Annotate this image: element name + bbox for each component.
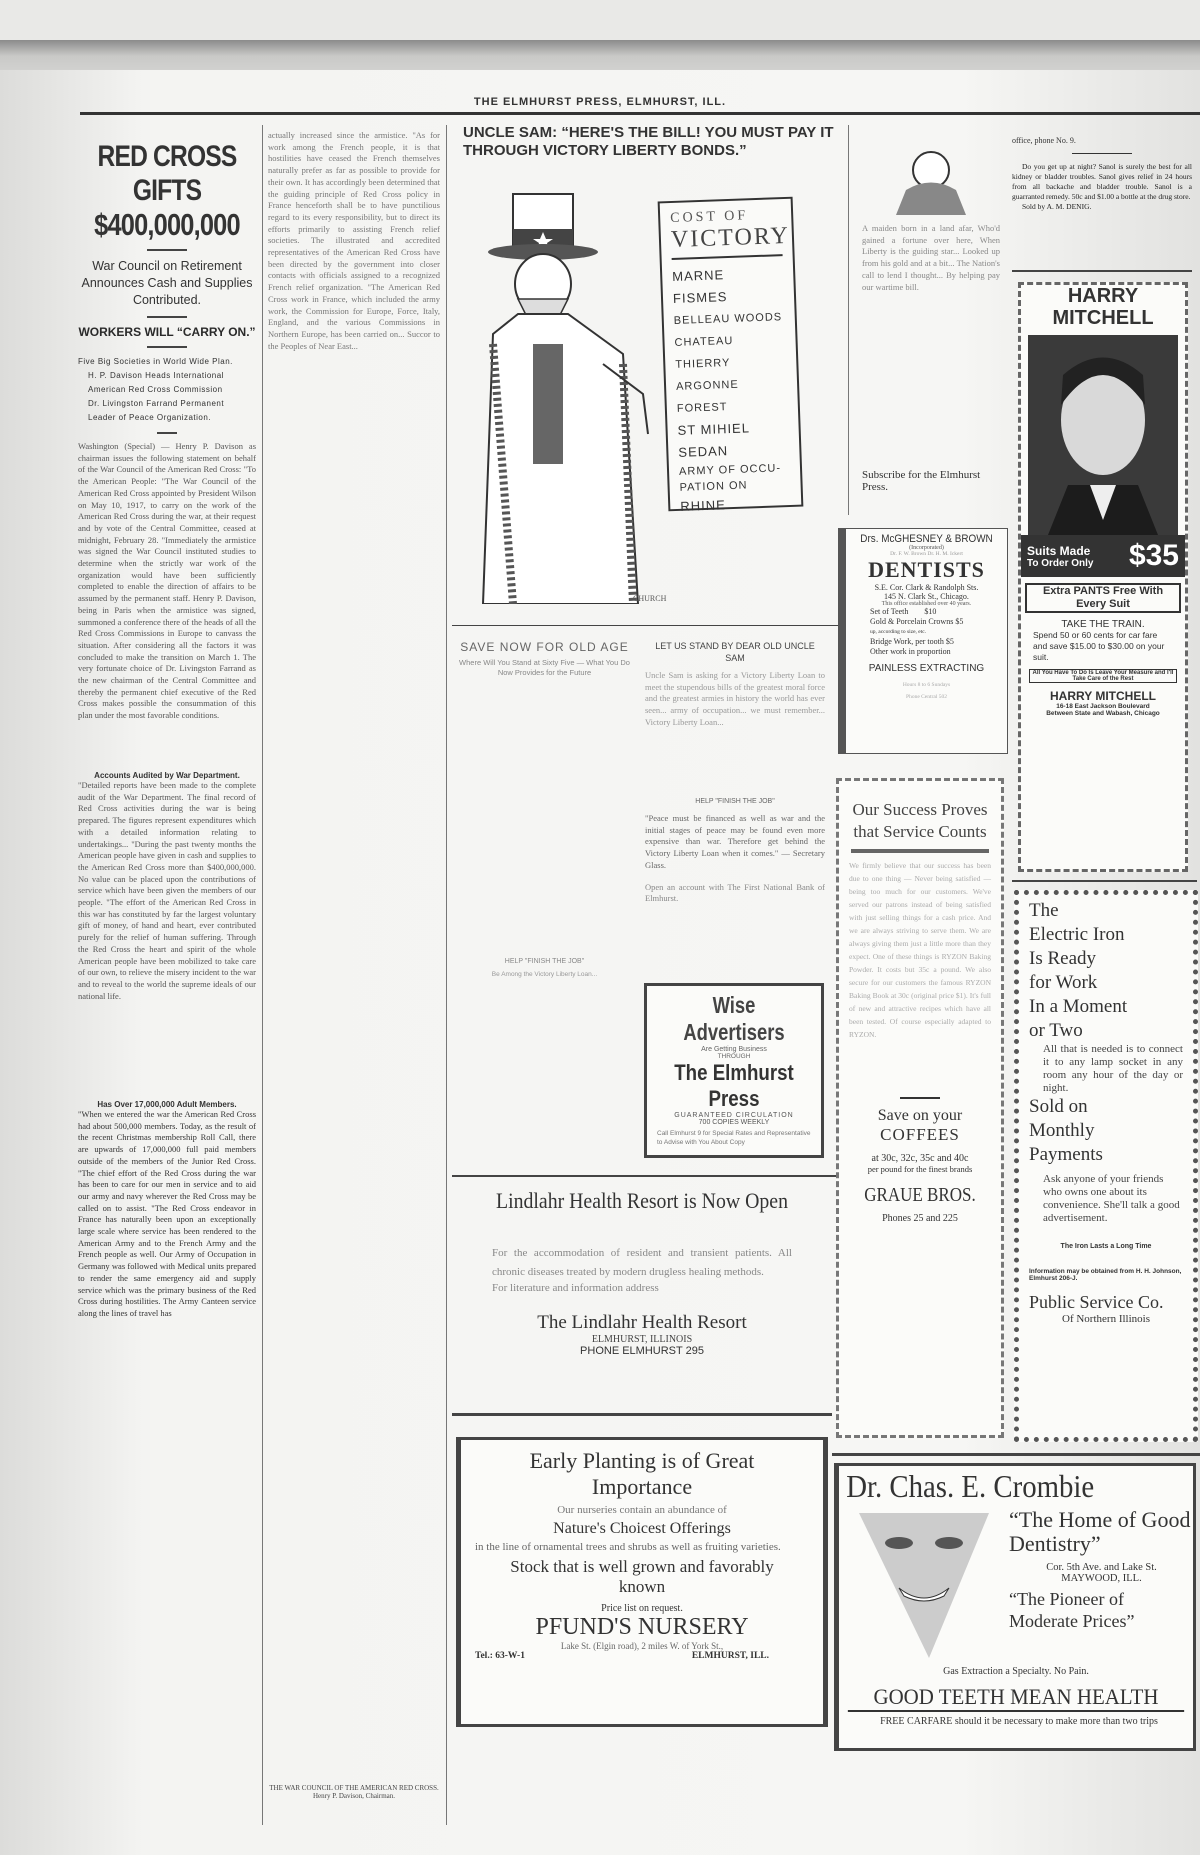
hours: Hours 8 to 6 Sundays [902, 682, 951, 688]
column-rule [262, 125, 263, 1825]
ad-headline: The [1029, 900, 1059, 921]
divider [672, 254, 783, 260]
lindlahr-ad [452, 1188, 832, 1357]
nursery-tel: Tel.: 63-W-1 [475, 1651, 525, 1661]
ad-headline: or Two [1029, 1020, 1083, 1041]
article-body: "Detailed reports have been made to the complete audit of the War Department. The final record of Red Cross activities during the war is being prepared. The figures represent expenditures which with a detailed information relating to undertakings... "During the past twenty months the American people have given in cash and supplies to the American Red Cross more than $400,000,000. No value can be placed upon the contributions of service which have been given the members of our people. "The effort of the American Red Cross in this war has constituted by far the largest voluntary gift of money, of hand and heart, ever contributed purely for the relief of human suffering. Through the Red Cross the heart and spirit of the whole American people have been mobilized to take care of our own, to relieve the misery incident to the war and to reveal to the world the supreme ideals of our national life. [78, 780, 256, 1001]
ad-title: Early Planting is of Great [529, 1448, 755, 1473]
established: This office established over 40 years. [881, 601, 972, 607]
price-row: Set of Teeth $10 [870, 607, 937, 616]
divider [157, 432, 177, 434]
artist-signature: CHURCH [633, 594, 667, 603]
masthead-rule [80, 112, 1200, 115]
nursery-address: Lake St. (Elgin road), 2 miles W. of York St., [560, 1641, 724, 1651]
coffee-headline: COFFEES [880, 1125, 960, 1144]
headline: RED CROSS GIFTS [97, 140, 237, 207]
price-list [846, 607, 1007, 657]
slogan: “The Home of Good Dentistry” [1009, 1507, 1191, 1556]
address: Cor. 5th Ave. and Lake St. [1046, 1562, 1157, 1573]
ad-line: in the line of ornamental trees and shrubs as well as fruiting varieties. [475, 1541, 781, 1553]
article-title: LET US STAND BY DEAR OLD UNCLE SAM [655, 641, 815, 663]
deck-line: American Red Cross Commission [88, 385, 223, 394]
scroll-item: CHATEAU THIERRY [674, 334, 734, 371]
divider [452, 1413, 832, 1416]
subscribe-notice: Subscribe for the Elmhurst Press. [862, 469, 981, 493]
uncle-sam-article [645, 640, 825, 905]
scroll-item: FISMES [672, 289, 728, 306]
ad-headline: In a Moment [1029, 996, 1128, 1017]
divider [147, 316, 187, 318]
info: Information may be obtained from H. H. Johnson, Elmhurst 206-J. [1029, 1268, 1182, 1282]
address: 16-18 East Jackson Boulevard [1056, 703, 1150, 710]
paper-name: The Elmhurst [674, 1060, 794, 1085]
cartoon [463, 124, 843, 624]
deck-line: H. P. Davison Heads International [88, 371, 224, 380]
scroll-item: BELLEAU WOODS [673, 311, 783, 327]
ad-headline: Sold on [1029, 1096, 1088, 1117]
address: S.E. Cor. Clark & Randolph Sts. [874, 583, 979, 592]
scroll-item: PATION ON [679, 479, 748, 494]
crombie-ad [834, 1463, 1196, 1751]
address: 145 N. Clark St., Chicago. [884, 592, 969, 601]
ad-headline: Is Ready [1029, 948, 1097, 969]
address: MAYWOOD, ILL. [1061, 1573, 1142, 1584]
divider [452, 1175, 838, 1177]
article-body: Uncle Sam is asking for a Victory Liberty Loan to meet the stupendous bills of the greatest moral force and the greatest armies in history the world has ever seen... army of occupation... we must remember... Victory Liberty Loan... [645, 670, 825, 727]
ad-line: Stock that is well grown and favorably known [510, 1557, 774, 1596]
coffee-per: per pound for the finest brands [867, 1164, 973, 1174]
footer-name: HARRY MITCHELL [1050, 689, 1156, 703]
sanol-ad [1012, 136, 1192, 211]
company-name: Public Service Co. [1029, 1292, 1164, 1312]
article-body: "Peace must be financed as well as war and the initial stages of peace may be found even more expensive than war. Therefore get behind the Victory Liberty Loan when it comes." — Secretary Glass. [645, 813, 825, 870]
ad-name: MITCHELL [1052, 307, 1154, 329]
crombie-text [1009, 1508, 1194, 1632]
scroll-item: RHINE [680, 497, 726, 514]
tagline: The Iron Lasts a Long Time [1060, 1243, 1152, 1250]
measure-note: All You Have To Do Is Leave Your Measure and I'll Take Care of the Rest [1029, 669, 1177, 683]
article-subtitle: Where Will You Stand at Sixty Five — What You Do Now Provides for the Future [459, 658, 630, 677]
divider [1012, 880, 1197, 882]
bill-scroll [658, 197, 804, 512]
doctors: Dr. F. W. Brown Dr. H. M. Ickert [890, 551, 963, 557]
ad-headline: Electric Iron [1029, 924, 1125, 945]
scroll-item: SEDAN [678, 443, 729, 460]
red-cross-article [78, 140, 256, 1584]
nursery-city: ELMHURST, ILL. [691, 1651, 769, 1661]
resort-phone: PHONE ELMHURST 295 [580, 1345, 704, 1357]
subheadline: War Council on Retirement Announces Cash and Supplies Contributed. [81, 259, 253, 307]
divider [147, 249, 187, 251]
ad-line: Our nurseries contain an abundance of [557, 1504, 727, 1516]
phone: Phone Central 502 [906, 694, 947, 700]
article-title: SAVE NOW FOR OLD AGE [460, 640, 629, 654]
scroll-item: ARMY OF OCCU- [678, 462, 782, 478]
coffee-prices: at 30c, 32c, 35c and 40c [871, 1153, 969, 1164]
subhead-members: Has Over 17,000,000 Adult Members. [97, 1100, 237, 1109]
old-man-illustration [886, 135, 976, 215]
signature: THE WAR COUNCIL OF THE AMERICAN RED CROSS. [269, 1784, 439, 1792]
bank-notice: Open an account with The First National Bank of Elmhurst. [645, 881, 825, 904]
divider [851, 849, 989, 853]
divider [452, 625, 838, 626]
poem [862, 135, 1000, 493]
specialty: Gas Extraction a Specialty. No Pain. [943, 1666, 1089, 1677]
suits-label: To Order Only [1027, 557, 1094, 569]
brand-name: GRAUE BROS. [864, 1184, 976, 1206]
sold-by: Sold by A. M. DENIG. [1022, 202, 1092, 211]
resort-city: ELMHURST, ILLINOIS [591, 1334, 693, 1345]
column-rule [848, 125, 849, 515]
divider [900, 1097, 940, 1099]
ad-name: HARRY [1067, 285, 1139, 307]
scroll-item: ARGONNE FOREST [675, 378, 739, 415]
nursery-ad [456, 1437, 828, 1727]
subhead-accounts: Accounts Audited by War Department. [94, 771, 240, 780]
divider [1072, 153, 1132, 154]
free-carfare: FREE CARFARE should it be necessary to make more than two trips [880, 1716, 1158, 1727]
train-body: Spend 50 or 60 cents for car fare and save $15.00 to $30.00 on your suit. [1033, 630, 1165, 662]
poem-text: A maiden born in a land afar, Who'd gained a fortune over here, When Liberty is the guiding star... Looked up from his gold and at a bit... The Nation's call to lend I thought... By helping pay our wartime bill. [862, 223, 1000, 292]
banner: GOOD TEETH MEAN HEALTH [848, 1684, 1184, 1712]
scroll-title: VICTORY [670, 222, 791, 253]
deck-line: Dr. Livingston Farrand Permanent [88, 399, 225, 408]
incorporated: (Incorporated) [909, 545, 944, 551]
deck-line: Leader of Peace Organization. [88, 413, 212, 422]
wise-advertisers-ad [644, 983, 824, 1158]
coffee-headline: Save on your [877, 1107, 963, 1124]
signature-name: Henry P. Davison, Chairman. [312, 1792, 396, 1800]
divider [832, 1453, 1200, 1456]
article-body: Washington (Special) — Henry P. Davison as chairman issues the following statement on behalf of the War Council of the American Red Cross: "To the American People: "The War Council of the American Red Cross appointed by President Wilson on May 10, 1917, to carry on the work of the American Red Cross during the war, at their request and by vote of the Central Committee, ceased at midnight, February 28. "Immediately the armistice was signed the War Council instituted studies to determine when the strictly war work of the organization would have been sufficiently completed to enable the direction of affairs to be assumed by the permanent staff. Henry P. Davison, being in Paris when the armistice was signed, summoned a conference there of the heads of all the Red Cross Commissions in Europe to canvass the situation. After considering all the factors it was concluded to make the transition on March 1. The very fortunate choice of Dr. Livingston Farrand as the new chairman of the Central Committee and thereby the permanent chief executive of the Red Cross makes possible the consummation of this plan under the most favorable conditions. [78, 441, 256, 721]
ad-headline: Monthly [1029, 1120, 1095, 1141]
ad-headline: Payments [1029, 1144, 1103, 1165]
cartoon-caption: UNCLE SAM: “HERE'S THE BILL! YOU MUST PAY IT THROUGH VICTORY LIBERTY BONDS.” [463, 124, 834, 159]
electric-iron-ad [1014, 890, 1198, 1442]
ad-line: THROUGH [717, 1053, 751, 1060]
ad-body: All that is needed is to connect it to any lamp socket in any room any hour of the day or night. [1043, 1043, 1183, 1094]
tag: HELP "FINISH THE JOB" [504, 958, 585, 965]
ad-title: Wise Advertisers [683, 992, 785, 1045]
ad-body: Do you get up at night? Sanol is surely the best for all kidney or bladder troubles. Sanol gives relief in 24 hours from all backache and bladder trouble. Sanol is a guarranted remedy. 50c and $1.00 a bottle at the drug store. [1012, 162, 1192, 201]
ad-line: Are Getting Business [701, 1046, 767, 1053]
tag: HELP "FINISH THE JOB" [695, 798, 775, 805]
resort-name: The Lindlahr Health Resort [537, 1312, 747, 1333]
ad-line: Price list on request. [601, 1603, 683, 1614]
circulation: GUARANTEED CIRCULATION [674, 1112, 794, 1119]
ad-body: We firmly believe that our success has been due to one thing — Never being satisfied — being too much for our customers. We've served our patrons instead of being satisfied with just selling things for a cash price. And we are always striving to serve them. We are always giving them just a little more than they expect. One of these things is RYZON Baking Powder. It costs but 35c a pound. We also secure for our customers the famous RYZON Baking Book at 30c (original price $1). It's full of new and attractive recipes which have all been tested. Of course especially adapted to RYZON. [849, 861, 991, 1039]
phones: Phones 25 and 225 [882, 1213, 958, 1224]
ad-headline: for Work [1029, 972, 1098, 993]
divider [147, 346, 187, 348]
red-cross-continued [268, 130, 440, 1800]
workers-headline: WORKERS WILL “CARRY ON.” [78, 325, 256, 339]
paper-name: Press [708, 1086, 760, 1111]
painless-extracting: PAINLESS EXTRACTING [868, 663, 985, 674]
graue-bros-ad [836, 778, 1004, 1438]
suits-banner [1021, 535, 1185, 577]
ad-body: Ask anyone of your friends who owns one about its convenience. She'll talk a good advertisement. [1043, 1173, 1180, 1224]
ad-text: office, phone No. 9. [1012, 136, 1076, 145]
smiling-face-illustration [849, 1508, 999, 1658]
take-train: TAKE THE TRAIN. [1061, 619, 1145, 630]
footer-text: Be Among the Victory Liberty Loan... [491, 971, 598, 978]
save-now-article [452, 640, 637, 978]
dentists-ad [838, 528, 1008, 754]
deck [78, 355, 256, 425]
masthead: THE ELMHURST PRESS, ELMHURST, ILL. [473, 96, 727, 108]
practice-name: Drs. McGHESNEY & BROWN [860, 533, 993, 545]
ad-body: For the accommodation of resident and transient patients. All chronic diseases treated by modern drugless healing methods. [492, 1247, 792, 1278]
slogan: “The Pioneer of Moderate Prices” [1009, 1589, 1135, 1631]
deck-line: Five Big Societies in World Wide Plan. [78, 357, 233, 366]
dentist-name: Dr. Chas. E. Crombie [846, 1468, 1095, 1504]
article-body: "When we entered the war the American Red Cross had about 500,000 members. Today, as the result of the recent Christmas membership Roll Call, there are upwards of 17,000,000 full paid members outside of the members of the Junior Red Cross. "The chief effort of the Red Cross during the war has been to care for our men in service and to aid our army and navy wherever the Red Cross may be called on to assist. "The Red Cross endeavor in France has naturally been upon an exceptionally large scale where service has been rendered to the American Army and to the French Army and the French people as well. Our Army of Occupation in Germany was followed with Medical units prepared to render the same emergency aid and supply service which was the primary business of the Red Cross during hostilities. The Army Canteen service along the lines of travel has [78, 1109, 256, 1318]
ad-body: For literature and information address [492, 1282, 659, 1294]
scroll-title: COST OF [669, 208, 749, 227]
scroll-item: MARNE [671, 267, 725, 284]
column-rule [446, 125, 447, 1825]
price-row: Other work in proportion [870, 647, 951, 656]
suits-label: Suits Made [1027, 543, 1091, 558]
ad-title: Importance [591, 1474, 693, 1499]
article-body: actually increased since the armistice. "As for work among the French people, it is that hostilities have ceased the French themselves naturally prefer as far as possible to provide for their own. It has accordingly been determined that the guiding principle of Red Cross policy in France henceforth shall be to have punctilious regard to its every responsibility, but to direct its efforts primarily to assisting French relief societies. The illustrated and accredited representatives of the American Red Cross have been directed by the government into closer contacts with officials assigned to a recognized French relief organization. "The American Red Cross work in France, which included the army work, the Commission for Europe, Force, Italy, England, and the various Commissions in Northern Europe, has been carried on... Succor to the Peoples of Near East... [268, 130, 440, 351]
suit-price: $35 [1128, 539, 1179, 572]
harry-mitchell-ad [1018, 282, 1188, 872]
ad-line: Nature's Choicest Offerings [553, 1520, 731, 1537]
ad-headline: Our Success Proves that Service Counts [852, 800, 988, 841]
divider [1012, 270, 1192, 272]
price-row: up, according to size, etc. [870, 629, 927, 635]
scroll-item: ST MIHIEL [677, 420, 751, 438]
contact-text: Call Elmhurst 9 for Special Rates and Representative to Advise with You About Copy [657, 1130, 811, 1146]
address: Between State and Wabash, Chicago [1046, 710, 1160, 717]
uncle-sam-illustration [473, 184, 673, 604]
ad-title: DENTISTS [868, 557, 985, 582]
extra-pants: Extra PANTS Free With Every Suit [1025, 583, 1181, 613]
circulation: 700 COPIES WEEKLY [698, 1119, 770, 1126]
faded-body [452, 678, 637, 958]
headline-amount: $400,000,000 [94, 207, 240, 242]
price-row: Gold & Porcelain Crowns $5 [870, 617, 964, 626]
price-row: Bridge Work, per tooth $5 [870, 637, 954, 646]
portrait-photo [1028, 335, 1178, 535]
nursery-contact [461, 1651, 823, 1661]
ad-title: Lindlahr Health Resort is Now Open [496, 1188, 788, 1213]
nursery-name: PFUND'S NURSERY [535, 1614, 749, 1640]
company-sub: Of Northern Illinois [1062, 1313, 1150, 1325]
